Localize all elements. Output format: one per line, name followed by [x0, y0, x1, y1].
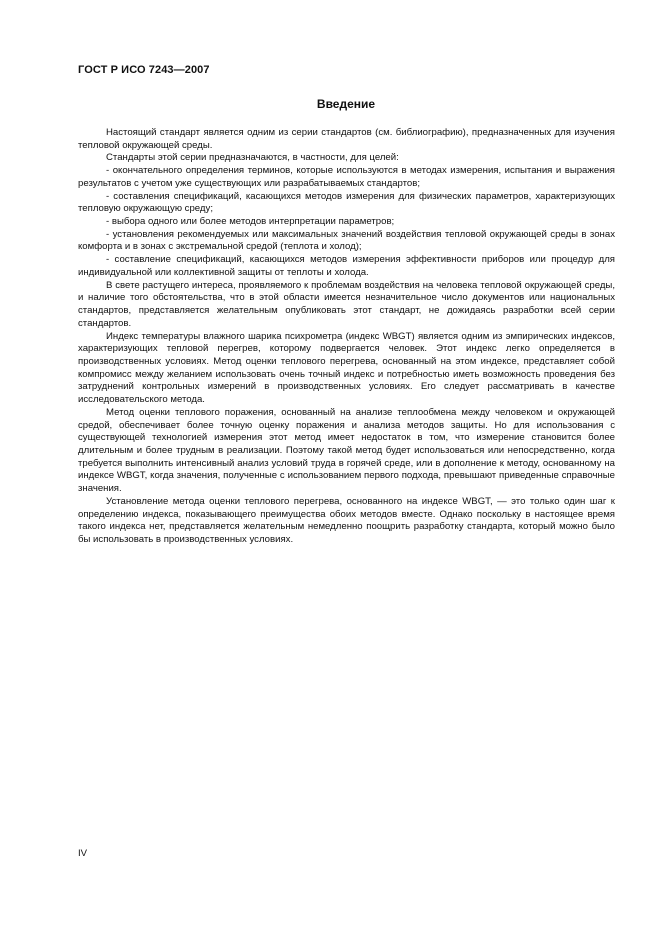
body-text [78, 127, 615, 547]
list-item: - составление спецификаций, касающихся методов измерения эффективности приборов или процедур для индивидуальной или коллективной защиты от теплоты и холода. [78, 254, 615, 278]
document-code: ГОСТ Р ИСО 7243—2007 [78, 64, 210, 76]
list-item: - окончательного определения терминов, которые используются в методах измерения, испытания и выражения результатов с учетом уже существующих или разрабатываемых стандартов; [78, 165, 615, 189]
list-item: - установления рекомендуемых или максимальных значений воздействия тепловой окружающей среды в зонах комфорта и в зонах с экстремальной средой (теплота и холод); [78, 228, 615, 253]
paragraph: В свете растущего интереса, проявляемого к проблемам воздействия на человека тепловой окружающей среды, и наличие того обстоятельства, что в этой области имеется незначительное число документов или национальных стандартов, представляется желательным опубликовать этот стандарт, не дожидаясь разработки всей серии стандартов. [78, 279, 615, 329]
paragraph: Индекс температуры влажного шарика психрометра (индекс WBGT) является одним из эмпирических индексов, характеризующих тепловой перегрев, которому подвергается человек. Этот индекс легко определяется в производственных условиях. Метод оценки теплового перегрева, основанный на этом индексе, представляет собой компромисс между желанием использовать очень точный индекс и потребностью иметь возможность проведения без затруднений контрольных измерений в производственных условиях. Его следует рассматривать в качестве исследовательского метода. [78, 330, 615, 406]
page-number: IV [78, 848, 88, 859]
paragraph: Установление метода оценки теплового перегрева, основанного на индексе WBGT, — это только один шаг к определению индекса, показывающего преимущества обоих методов вместе. Однако поскольку в настоящее время такого индекса нет, представляется желательным немедленно поощрить разработку стандарта, который можно было бы использовать в производственных условиях. [78, 495, 615, 545]
paragraph: Стандарты этой серии предназначаются, в частности, для целей: [106, 152, 399, 164]
list-item: - выбора одного или более методов интерпретации параметров; [106, 216, 395, 228]
paragraph: Настоящий стандарт является одним из серии стандартов (см. библиографию), предназначенных для изучения тепловой окружающей среды. [78, 127, 615, 151]
paragraph: Метод оценки теплового поражения, основанный на анализе теплообмена между человеком и окружающей средой, обеспечивает более точную оценку поражения и анализа методов защиты. Но для использования с существующей технологией измерения этот метод имеет недостаток в том, что измерение становится более длительным и более трудным в реализации. Поэтому такой метод будет использоваться или непосредственно, когда требуется выполнить интенсивный анализ условий труда в горячей среде, или в дополнение к методу, основанному на индексе WBGT, когда значения, полученные с использованием первого подхода, превышают приведенные справочные значения. [78, 406, 615, 495]
list-item: - составления спецификаций, касающихся методов измерения для физических параметров, характеризующих тепловую окружающую среду; [78, 190, 615, 215]
section-title: Введение [316, 97, 376, 111]
